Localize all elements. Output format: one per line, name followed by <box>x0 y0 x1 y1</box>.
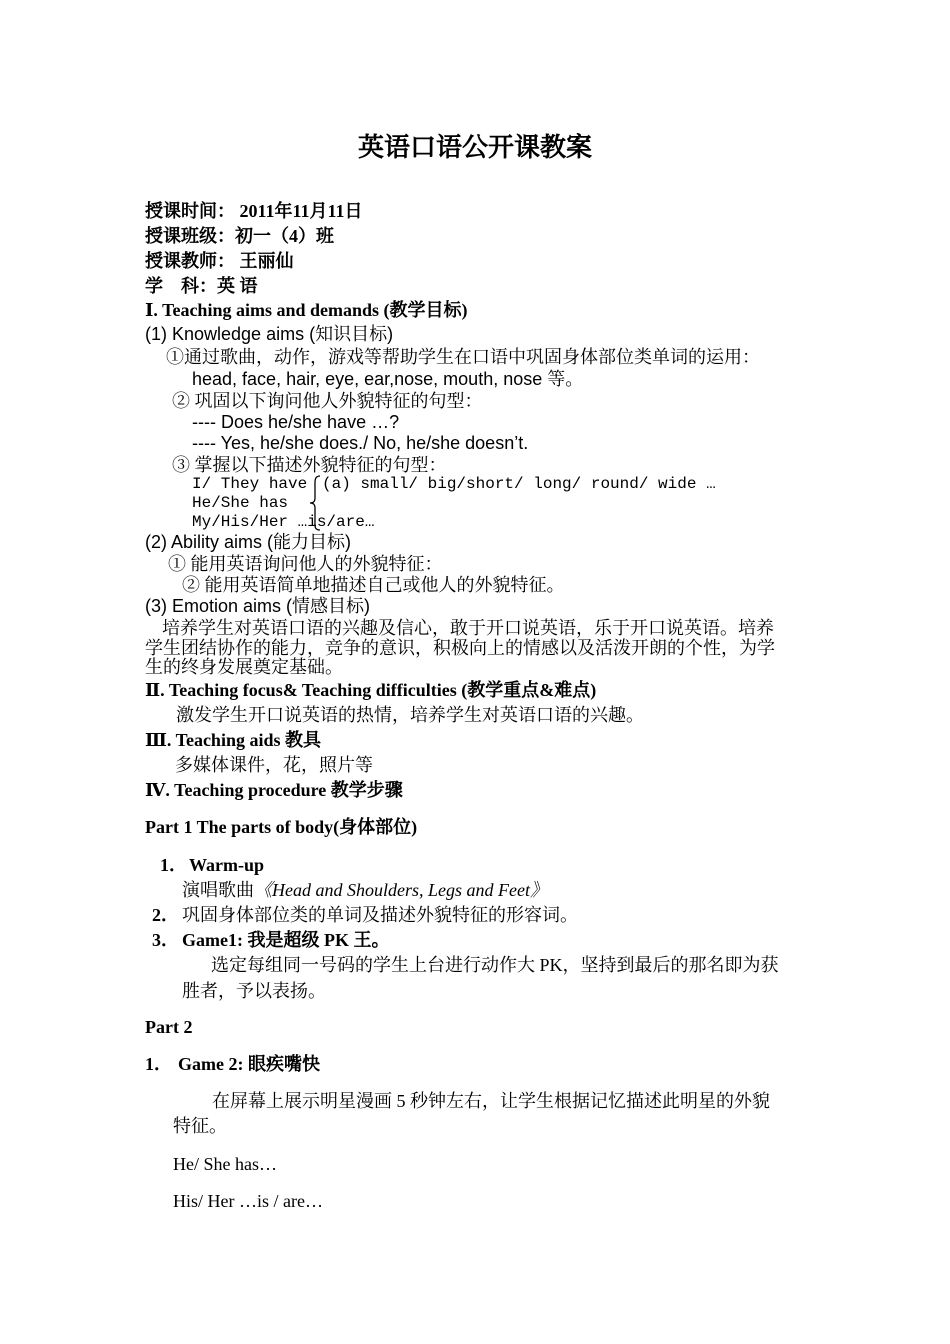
example-sentence-1: He/ She has… <box>173 1154 277 1174</box>
knowledge-item-1-words: head, face, hair, eye, ear,nose, mouth, nose 等。 <box>192 369 584 389</box>
knowledge-item-3: ③ 掌握以下描述外貌特征的句型： <box>172 455 447 475</box>
emotion-line-1: 培养学生对英语口语的兴趣及信心，敢于开口说英语，乐于开口说英语。培养 <box>162 618 774 638</box>
song-title: 《Head and Shoulders, Legs and Feet》 <box>254 880 548 900</box>
part2-step1-title: Game 2: 眼疾嘴快 <box>178 1054 320 1074</box>
part1-heading: Part 1 The parts of body(身体部位) <box>145 817 418 837</box>
section2-body: 激发学生开口说英语的热情，培养学生对英语口语的兴趣。 <box>176 705 644 725</box>
knowledge-heading: (1) Knowledge aims (知识目标) <box>145 324 394 344</box>
ability-item-2: ② 能用英语简单地描述自己或他人的外貌特征。 <box>182 575 565 595</box>
emotion-line-3: 生的终身发展奠定基础。 <box>145 657 343 677</box>
part1-step2-body: 巩固身体部位类的单词及描述外貌特征的形容词。 <box>182 905 578 925</box>
info-class: 授课班级：初一（4）班 <box>145 226 334 246</box>
emotion-line-2: 学生团结协作的能力，竞争的意识，积极向上的情感以及活泼开朗的个性，为学 <box>145 638 775 658</box>
part1-step1-body <box>182 881 548 901</box>
part1-step3-number: 3． <box>152 930 179 950</box>
ability-heading: (2) Ability aims (能力目标) <box>145 532 352 552</box>
knowledge-item-2: ② 巩固以下询问他人外貌特征的句型： <box>172 391 483 411</box>
song-prefix: 演唱歌曲 <box>182 880 254 900</box>
part2-heading: Part 2 <box>145 1017 193 1037</box>
document-title: 英语口语公开课教案 <box>357 133 592 162</box>
part1-step2-number: 2． <box>152 905 179 925</box>
info-time: 授课时间： 2011年11月11日 <box>145 201 363 221</box>
knowledge-item-1: ①通过歌曲，动作，游戏等帮助学生在口语中巩固身体部位类单词的运用： <box>166 347 760 367</box>
info-teacher: 授课教师： 王丽仙 <box>145 251 294 271</box>
part1-step3-line-1: 选定每组同一号码的学生上台进行动作大 PK，坚持到最后的那名即为获 <box>211 955 779 975</box>
section1-heading: Ⅰ. Teaching aims and demands (教学目标) <box>145 300 468 320</box>
part2-step1-line-2: 特征。 <box>173 1116 227 1136</box>
part1-step3-title: Game1: 我是超级 PK 王。 <box>182 930 390 950</box>
part1-step1-title: Warm-up <box>189 855 265 875</box>
sentence-pattern-3: My/His/Her …is/are… <box>192 513 375 531</box>
section3-body: 多媒体课件，花，照片等 <box>175 755 373 775</box>
question-pattern-1: ---- Does he/she have …? <box>192 412 400 432</box>
question-pattern-2: ---- Yes, he/she does./ No, he/she doesn’t. <box>192 433 529 453</box>
brace-icon <box>306 474 328 532</box>
section2-heading: Ⅱ. Teaching focus& Teaching difficulties (教学重点&难点) <box>145 680 597 700</box>
ability-item-1: ① 能用英语询问他人的外貌特征： <box>168 554 443 574</box>
example-sentence-2: His/ Her …is / are… <box>173 1191 323 1211</box>
part2-step1-line-1: 在屏幕上展示明星漫画 5 秒钟左右，让学生根据记忆描述此明星的外貌 <box>212 1091 770 1111</box>
section4-heading: Ⅳ. Teaching procedure 教学步骤 <box>145 780 403 800</box>
part1-step3-line-2: 胜者，予以表扬。 <box>182 981 326 1001</box>
sentence-pattern-adjectives: (a) small/ big/short/ long/ round/ wide … <box>322 475 716 493</box>
sentence-pattern-1: I/ They have <box>192 475 308 493</box>
section3-heading: Ⅲ. Teaching aids 教具 <box>145 730 321 750</box>
emotion-heading: (3) Emotion aims (情感目标) <box>145 596 371 616</box>
sentence-pattern-2: He/She has <box>192 494 289 512</box>
part1-step1-number: 1． <box>160 855 187 875</box>
part2-step1-number: 1． <box>145 1054 172 1074</box>
info-subject: 学 科：英 语 <box>145 276 258 296</box>
